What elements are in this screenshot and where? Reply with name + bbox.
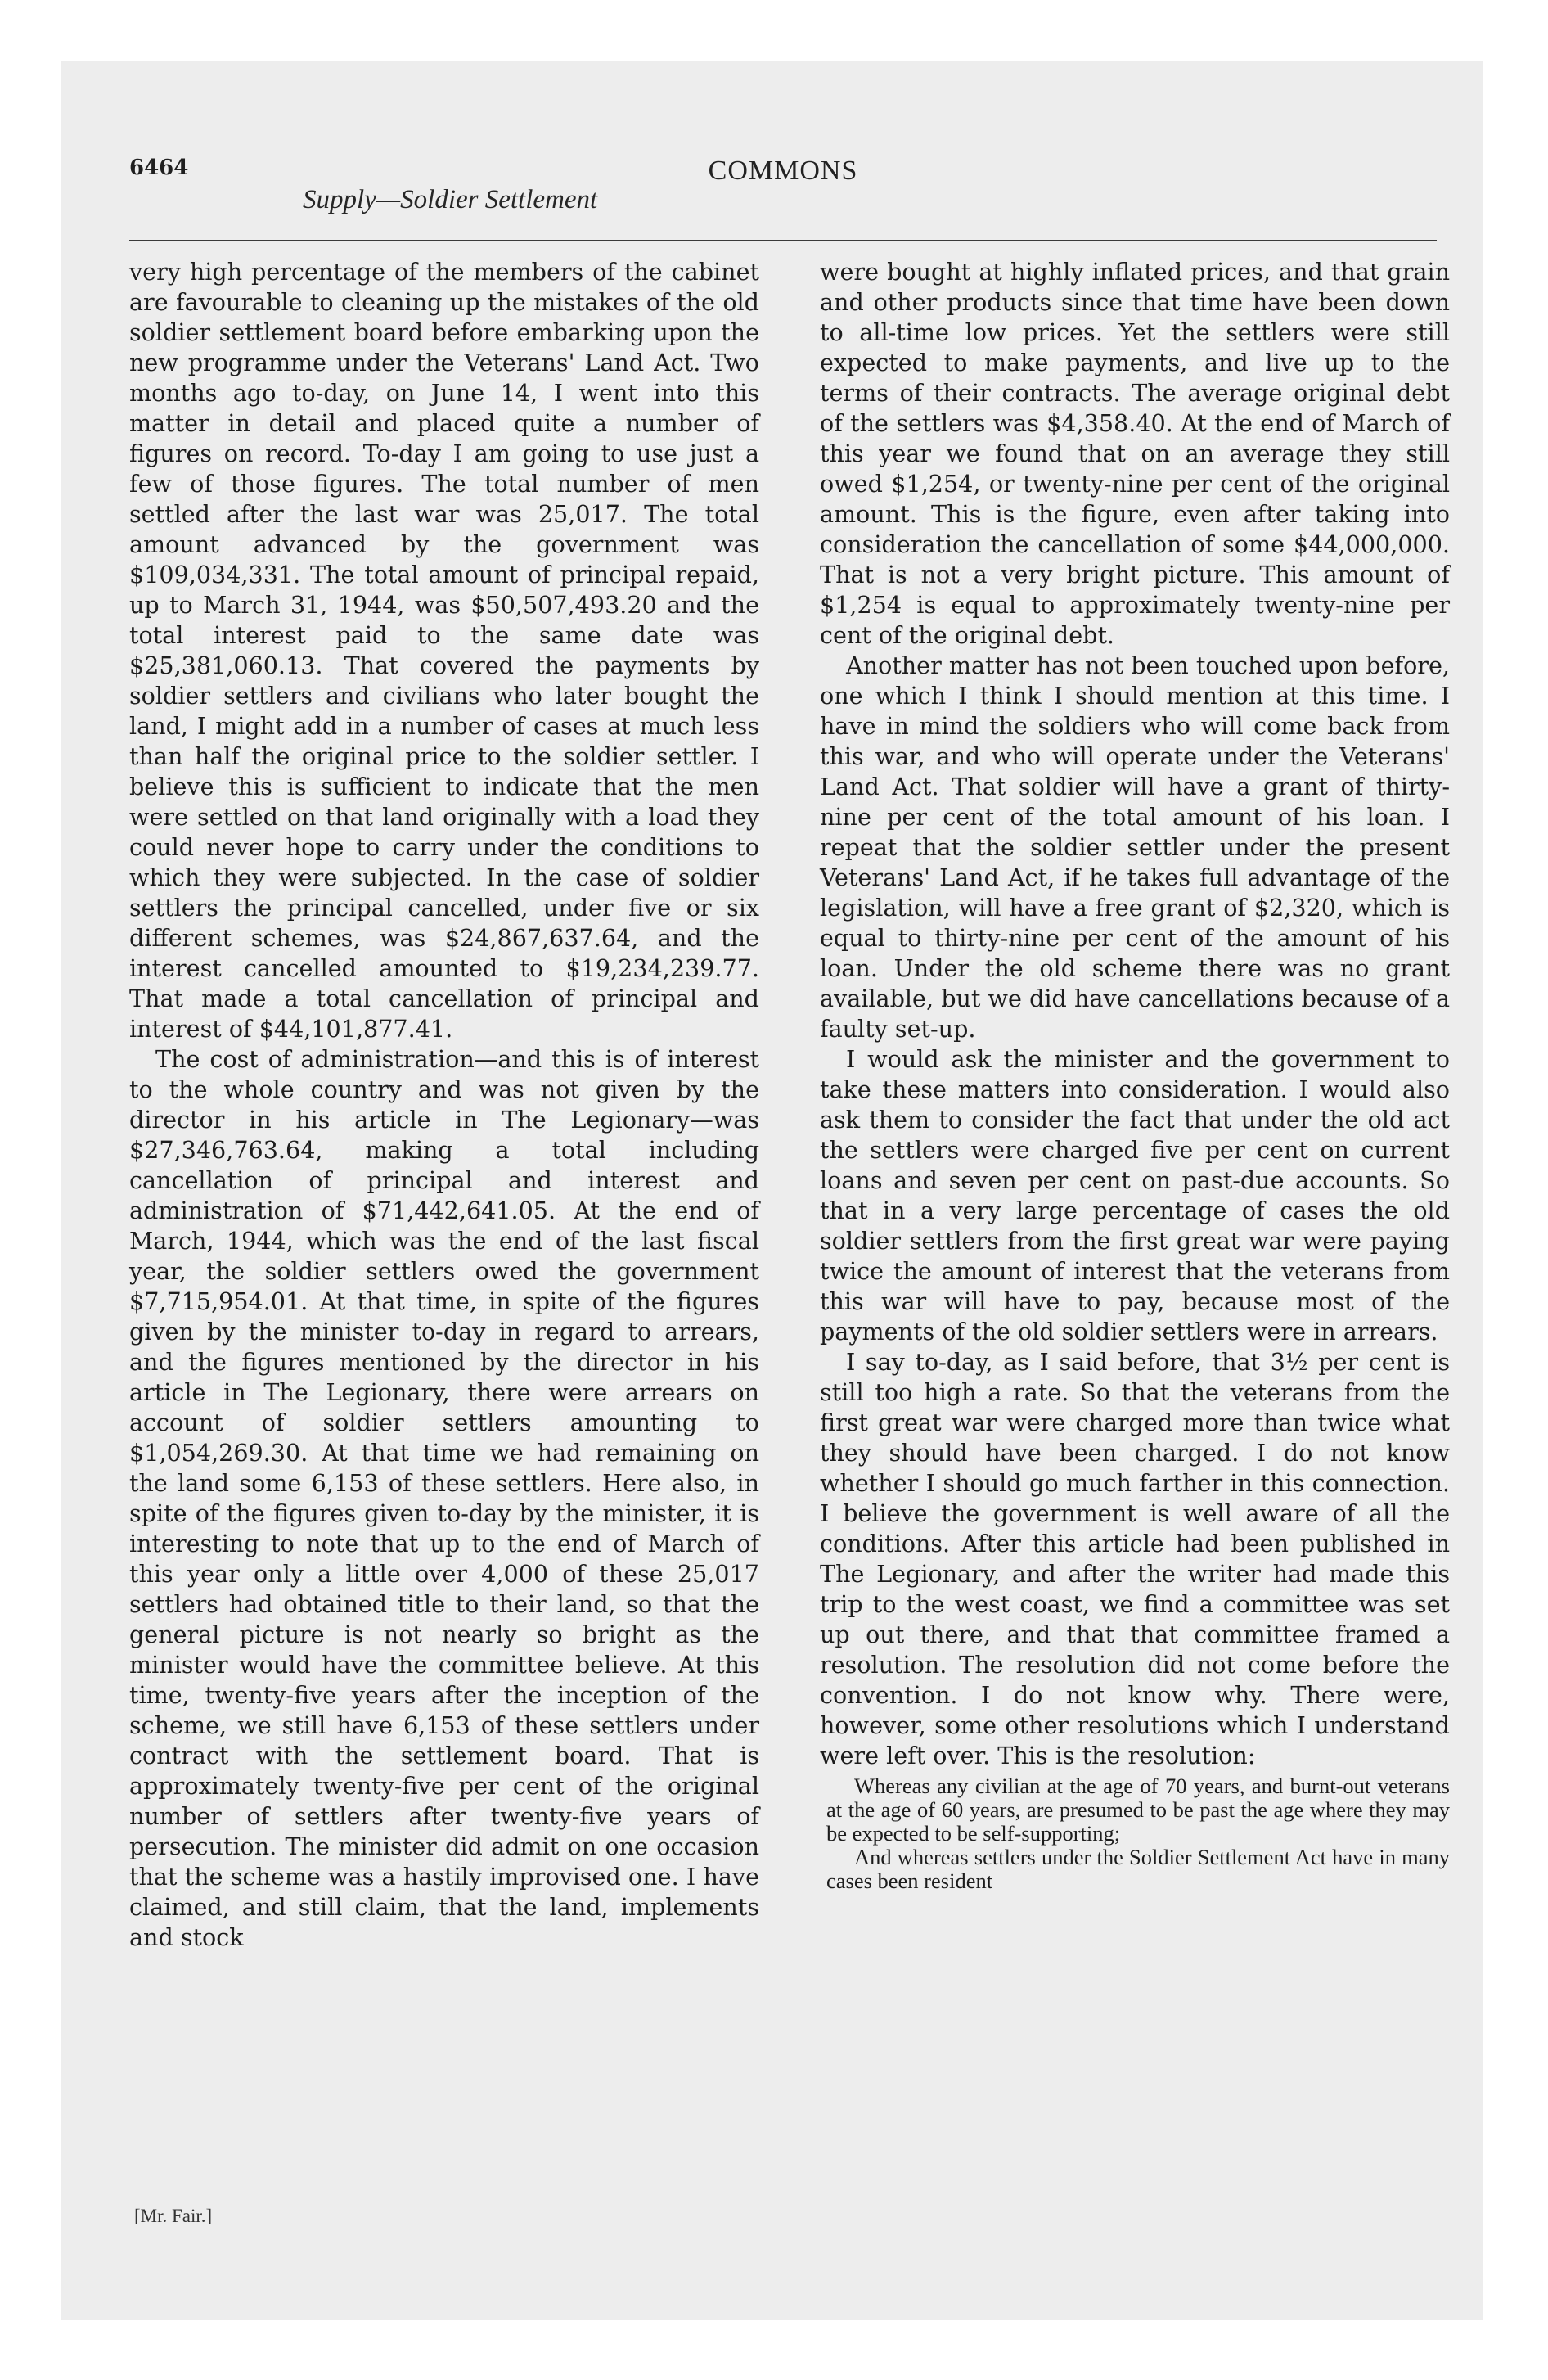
resolution-quote [820,1774,1450,1893]
right-column [820,257,1450,1893]
running-head: COMMONS [708,156,858,186]
speaker-attribution: [Mr. Fair.] [134,2206,213,2226]
paragraph: Another matter has not been touched upon before, one which I think I should mention at this time. I have in mind the soldiers who will come back from this war, and who will operate under the Veterans' Land Act. That soldier will have a grant of thirty-nine per cent of the total amount of his loan. I repeat that the soldier settler under the present Veterans' Land Act, if he takes full advantage of the legislation, will have a free grant of $2,320, which is equal to thirty-nine per cent of the amount of his loan. Under the old scheme there was no grant available, but we did have cancellations because of a faulty set-up. [820,651,1450,1043]
section-title: Supply—Soldier Settlement [303,185,598,214]
quote-paragraph: And whereas settlers under the Soldier Settlement Act have in many cases been resident [826,1845,1450,1893]
paragraph: I say to-day, as I said before, that 3½ per cent is still too high a rate. So that the veterans from the first great war were charged more than twice what they should have been charged. I do not know whether I should go much farther in this connection. I believe the government is well aware of all the conditions. After this article had been published in The Legionary, and after the writer had made this trip to the west coast, we find a committee was set up out there, and that that committee framed a resolution. The resolution did not come before the convention. I do not know why. There were, however, some other resolutions which I understand were left over. This is the resolution: [820,1348,1450,1769]
paragraph: were bought at highly inflated prices, and that grain and other products since that time have been down to all-time low prices. Yet the settlers were still expected to make payments, and live up to the terms of their contracts. The average original debt of the settlers was $4,358.40. At the end of March of this year we found that on an average they still owed $1,254, or twenty-nine per cent of the original amount. This is the figure, even after taking into consideration the cancellation of some $44,000,000. That is not a very bright picture. This amount of $1,254 is equal to approximately twenty-nine per cent of the original debt. [820,258,1450,649]
header-rule [129,240,1437,241]
paragraph: I would ask the minister and the government to take these matters into consideration. I would also ask them to consider the fact that under the old act the settlers were charged five per cent on current loans and seven per cent on past-due accounts. So that in a very large percentage of cases the old soldier settlers from the first great war were paying twice the amount of interest that the veterans from this war will have to pay, because most of the payments of the old soldier settlers were in arrears. [820,1045,1450,1346]
quote-paragraph: Whereas any civilian at the age of 70 years, and burnt-out veterans at the age of 60 years, are presumed to be past the age where they may be expected to be self-supporting; [826,1774,1450,1846]
hansard-page [129,146,1450,2226]
paragraph: very high percentage of the members of the cabinet are favourable to cleaning up the mistakes of the old soldier settlement board before embarking upon the new programme under the Veterans' Land Act. Two months ago to-day, on June 14, I went into this matter in detail and placed quite a number of figures on record. To-day I am going to use just a few of those figures. The total number of men settled after the last war was 25,017. The total amount advanced by the government was $109,034,331. The total amount of principal repaid, up to March 31, 1944, was $50,507,493.20 and the total interest paid to the same date was $25,381,060.13. That covered the payments by soldier settlers and civilians who later bought the land, I might add in a number of cases at much less than half the original price to the soldier settler. I believe this is sufficient to indicate that the men were settled on that land originally with a load they could never hope to carry under the conditions to which they were subjected. In the case of soldier settlers the principal cancelled, under five or six different schemes, was $24,867,637.64, and the interest cancelled amounted to $19,234,239.77. That made a total cancellation of principal and interest of $44,101,877.41. [129,258,759,1043]
paragraph: The cost of administration—and this is of interest to the whole country and was not given by the director in his article in The Legionary—was $27,346,763.64, making a total including cancellation of principal and interest and administration of $71,442,641.05. At the end of March, 1944, which was the end of the last fiscal year, the soldier settlers owed the government $7,715,954.01. At that time, in spite of the figures given by the minister to-day in regard to arrears, and the figures mentioned by the director in his article in The Legionary, there were arrears on account of soldier settlers amounting to $1,054,269.30. At that time we had remaining on the land some 6,153 of these settlers. Here also, in spite of the figures given to-day by the minister, it is interesting to note that up to the end of March of this year only a little over 4,000 of these 25,017 settlers had obtained title to their land, so that the general picture is not nearly so bright as the minister would have the committee believe. At this time, twenty-five years after the inception of the scheme, we still have 6,153 of these settlers under contract with the settlement board. That is approximately twenty-five per cent of the original number of settlers after twenty-five years of persecution. The minister did admit on one occasion that the scheme was a hastily improvised one. I have claimed, and still claim, that the land, implements and stock [129,1045,759,1951]
page-number: 6464 [129,156,189,180]
left-column [129,257,759,1953]
